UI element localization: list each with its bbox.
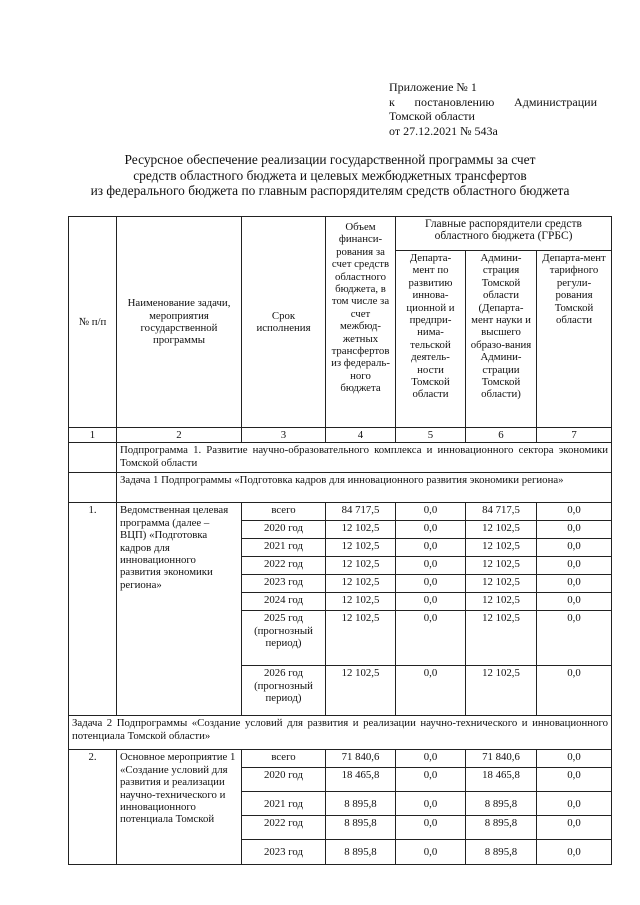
- administration-cell: 8 895,8: [466, 792, 537, 816]
- column-number: 3: [242, 428, 326, 443]
- volume-cell: 12 102,5: [326, 666, 396, 716]
- administration-cell: 12 102,5: [466, 666, 537, 716]
- column-number: 4: [326, 428, 396, 443]
- term-cell: 2020 год: [242, 521, 326, 539]
- dept-tariff-cell: 0,0: [537, 521, 612, 539]
- dept-innovation-cell: 0,0: [396, 750, 466, 768]
- header-administration: Админи-страция Томской области (Департа-мент науки и высшего образо-вания Админи-страции Томской области): [466, 251, 537, 428]
- dept-innovation-cell: 0,0: [396, 816, 466, 840]
- appendix-line-1: Приложение № 1: [389, 80, 477, 94]
- dept-tariff-cell: 0,0: [537, 816, 612, 840]
- dept-tariff-cell: 0,0: [537, 666, 612, 716]
- volume-cell: 84 717,5: [326, 503, 396, 521]
- administration-cell: 71 840,6: [466, 750, 537, 768]
- title-line-1: Ресурсное обеспечение реализации государственной программы за счет: [124, 152, 536, 167]
- document-title: [80, 152, 580, 199]
- title-line-2: средств областного бюджета и целевых межбюджетных трансфертов: [133, 167, 527, 183]
- volume-cell: 12 102,5: [326, 539, 396, 557]
- administration-cell: 8 895,8: [466, 840, 537, 865]
- volume-cell: 8 895,8: [326, 816, 396, 840]
- item-number: 1.: [69, 503, 117, 716]
- dept-tariff-cell: 0,0: [537, 792, 612, 816]
- administration-cell: 84 717,5: [466, 503, 537, 521]
- header-term: Срок исполнения: [242, 217, 326, 428]
- volume-cell: 8 895,8: [326, 792, 396, 816]
- volume-cell: 12 102,5: [326, 593, 396, 611]
- term-cell: 2022 год: [242, 557, 326, 575]
- term-cell: всего: [242, 750, 326, 768]
- appendix-line-4: от 27.12.2021 № 543а: [389, 123, 498, 138]
- resource-table: [68, 216, 612, 865]
- dept-innovation-cell: 0,0: [396, 503, 466, 521]
- administration-cell: 12 102,5: [466, 575, 537, 593]
- title-line-3: из федерального бюджета по главным распорядителям средств областного бюджета: [90, 183, 570, 198]
- administration-cell: 12 102,5: [466, 593, 537, 611]
- dept-innovation-cell: 0,0: [396, 521, 466, 539]
- dept-innovation-cell: 0,0: [396, 539, 466, 557]
- volume-cell: 18 465,8: [326, 768, 396, 792]
- volume-cell: 12 102,5: [326, 521, 396, 539]
- term-cell: 2021 год: [242, 539, 326, 557]
- dept-innovation-cell: 0,0: [396, 611, 466, 666]
- task-2-row: Задача 2 Подпрограммы «Создание условий для развития и реализации научно-технического и инновационного потенциала Томской области»: [69, 716, 612, 750]
- item-name: Основное мероприятие 1 «Создание условий для развития и реализации научно-технического и инновационного потенциала Томской: [117, 750, 242, 865]
- header-grbs: Главные распорядители средств областного бюджета (ГРБС): [396, 217, 612, 251]
- appendix-line-2: [389, 95, 597, 110]
- administration-cell: 8 895,8: [466, 816, 537, 840]
- appendix-word: постановлению: [414, 94, 495, 109]
- appendix-word: Администрации: [514, 94, 597, 109]
- dept-tariff-cell: 0,0: [537, 750, 612, 768]
- task-1-row: Задача 1 Подпрограммы «Подготовка кадров для инновационного развития экономики региона»: [117, 473, 612, 503]
- appendix-block: [389, 80, 597, 138]
- term-cell: 2024 год: [242, 593, 326, 611]
- term-cell: 2022 год: [242, 816, 326, 840]
- item-name: Ведомственная целевая программа (далее – ВЦП) «Подготовка кадров для инновационного развития экономики региона»: [117, 503, 242, 716]
- dept-innovation-cell: 0,0: [396, 575, 466, 593]
- dept-tariff-cell: 0,0: [537, 557, 612, 575]
- administration-cell: 18 465,8: [466, 768, 537, 792]
- administration-cell: 12 102,5: [466, 539, 537, 557]
- dept-tariff-cell: 0,0: [537, 539, 612, 557]
- dept-innovation-cell: 0,0: [396, 666, 466, 716]
- term-cell: 2021 год: [242, 792, 326, 816]
- administration-cell: 12 102,5: [466, 557, 537, 575]
- header-dept-innovation: Департа-мент по развитию иннова-ционной и предпри-нима-тельской деятель-ности Томской области: [396, 251, 466, 428]
- volume-cell: 12 102,5: [326, 575, 396, 593]
- column-number: 6: [466, 428, 537, 443]
- subprogram-row: Подпрограмма 1. Развитие научно-образовательного комплекса и инновационного сектора экономики Томской области: [117, 443, 612, 473]
- administration-cell: 12 102,5: [466, 611, 537, 666]
- column-number: 7: [537, 428, 612, 443]
- appendix-line-3: Томской области: [389, 109, 475, 123]
- dept-tariff-cell: 0,0: [537, 611, 612, 666]
- empty-cell: [69, 473, 117, 503]
- dept-tariff-cell: 0,0: [537, 768, 612, 792]
- term-cell: всего: [242, 503, 326, 521]
- administration-cell: 12 102,5: [466, 521, 537, 539]
- volume-cell: 71 840,6: [326, 750, 396, 768]
- column-number: 5: [396, 428, 466, 443]
- empty-cell: [69, 443, 117, 473]
- column-number: 1: [69, 428, 117, 443]
- term-cell: 2025 год (прогнозный период): [242, 611, 326, 666]
- dept-innovation-cell: 0,0: [396, 593, 466, 611]
- term-cell: 2023 год: [242, 575, 326, 593]
- volume-cell: 8 895,8: [326, 840, 396, 865]
- header-dept-tariff: Департа-мент тарифного регули-рования Томской области: [537, 251, 612, 428]
- term-cell: 2020 год: [242, 768, 326, 792]
- item-number: 2.: [69, 750, 117, 865]
- header-num: № п/п: [69, 217, 117, 428]
- dept-tariff-cell: 0,0: [537, 840, 612, 865]
- term-cell: 2023 год: [242, 840, 326, 865]
- dept-tariff-cell: 0,0: [537, 503, 612, 521]
- dept-tariff-cell: 0,0: [537, 593, 612, 611]
- header-name: Наименование задачи, мероприятия государственной программы: [117, 217, 242, 428]
- column-number: 2: [117, 428, 242, 443]
- term-cell: 2026 год (прогнозный период): [242, 666, 326, 716]
- dept-tariff-cell: 0,0: [537, 575, 612, 593]
- dept-innovation-cell: 0,0: [396, 768, 466, 792]
- volume-cell: 12 102,5: [326, 557, 396, 575]
- dept-innovation-cell: 0,0: [396, 557, 466, 575]
- appendix-word: к: [389, 94, 395, 109]
- dept-innovation-cell: 0,0: [396, 792, 466, 816]
- volume-cell: 12 102,5: [326, 611, 396, 666]
- dept-innovation-cell: 0,0: [396, 840, 466, 865]
- header-volume: Объем финанси-рования за счет средств областного бюджета, в том числе за счет межбюд-жетных трансфертов из федераль-ного бюджета: [326, 217, 396, 428]
